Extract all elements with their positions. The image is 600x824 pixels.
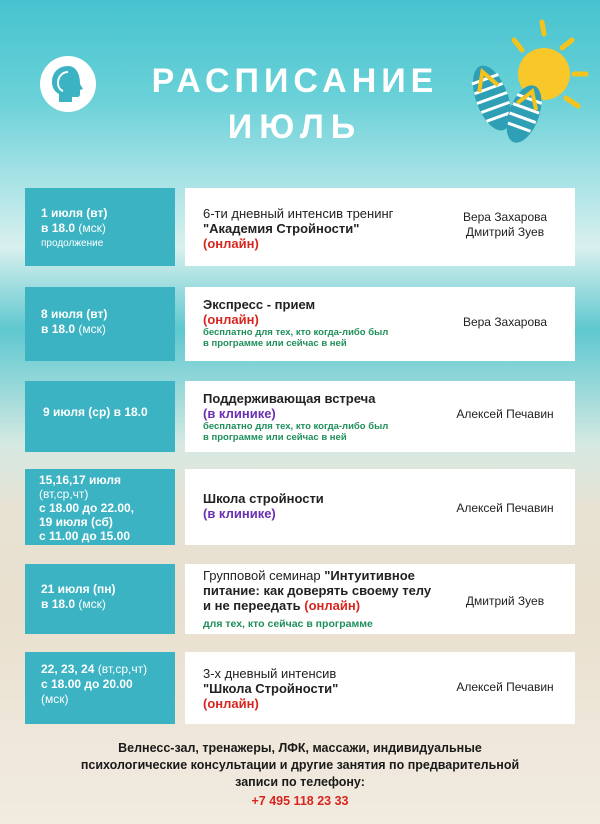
event-format: (онлайн) — [203, 696, 259, 711]
event-title: "Академия Стройности" — [203, 221, 360, 236]
time-line: в 18.0 (мск) — [41, 221, 106, 235]
event-format: (онлайн) — [203, 312, 259, 327]
page-title: РАСПИСАНИЕ — [151, 62, 439, 100]
time-line: в 18.0 (мск) — [41, 597, 106, 611]
time-line-2: с 11.00 до 15.00 — [39, 529, 131, 543]
date-line: 9 июля (ср) в 18.0 — [43, 405, 148, 419]
time-line: с 18.00 до 22.00, — [39, 501, 135, 515]
event-hosts: Алексей Печавин — [456, 680, 554, 694]
sun-flipflops-icon — [462, 18, 592, 148]
event-title: "Школа Стройности" — [203, 681, 339, 696]
event-line: и не переедать (онлайн) — [203, 598, 361, 613]
head-profile-icon — [40, 56, 96, 112]
timezone-line: (мск) — [41, 692, 69, 706]
event-line: Групповой семинар "Интуитивное — [203, 568, 415, 583]
event-line: 3-х дневный интенсив — [203, 666, 337, 681]
time-line: с 18.00 до 20.00 — [41, 677, 133, 691]
date-cell — [25, 188, 175, 266]
date-cell — [25, 287, 175, 361]
date-line-2: 19 июля (сб) — [39, 515, 113, 529]
footer-text: Велнесс-зал, тренажеры, ЛФК, массажи, индивидуальные психологические консультации и другие занятия по предварительной записи по телефону: — [80, 741, 520, 789]
page-subtitle-month: ИЮЛЬ — [227, 108, 363, 146]
event-format: (в клинике) — [203, 406, 276, 421]
event-format: (в клинике) — [203, 506, 276, 521]
date-line: 15,16,17 июля — [39, 473, 121, 487]
event-title: питание: как доверять своему телу — [203, 583, 432, 598]
date-cell — [25, 469, 175, 545]
event-hosts: Вера Захарова — [462, 315, 548, 329]
weekday-line: (вт,ср,чт) — [39, 487, 89, 501]
event-cell — [185, 469, 575, 545]
time-line: в 18.0 (мск) — [41, 322, 106, 336]
schedule-row — [25, 564, 575, 634]
schedule-row — [25, 287, 575, 361]
event-hosts: Дмитрий Зуев — [465, 594, 545, 608]
logo — [40, 56, 96, 112]
date-note: продолжение — [41, 238, 104, 249]
schedule-row — [25, 188, 575, 266]
event-cell — [185, 287, 575, 361]
event-title: Экспресс - прием — [203, 297, 316, 312]
event-cell — [185, 188, 575, 266]
date-line: 8 июля (вт) — [41, 307, 108, 321]
date-cell — [25, 652, 175, 724]
event-format: (онлайн) — [203, 236, 259, 251]
event-hosts: Алексей Печавин — [456, 501, 554, 515]
event-hosts: Вера Захарова Дмитрий Зуев — [462, 210, 548, 239]
schedule-row — [25, 469, 575, 545]
event-title: Поддерживающая встреча — [203, 391, 376, 406]
date-cell — [25, 564, 175, 634]
date-cell — [25, 381, 175, 452]
phone-number[interactable]: +7 495 118 23 33 — [251, 794, 349, 808]
event-line: 6-ти дневный интенсив тренинг — [203, 206, 394, 221]
event-hosts: Алексей Печавин — [456, 407, 554, 421]
date-line: 22, 23, 24 (вт,ср,чт) — [41, 662, 148, 676]
event-note: для тех, кто сейчас в программе — [203, 618, 373, 630]
event-cell — [185, 652, 575, 724]
event-note: бесплатно для тех, кто когда-либо был в программе или сейчас в ней — [203, 421, 389, 443]
date-line: 1 июля (вт) — [41, 206, 108, 220]
schedule-row — [25, 652, 575, 724]
date-line: 21 июля (пн) — [41, 582, 116, 596]
event-title: Школа стройности — [203, 491, 324, 506]
event-note: бесплатно для тех, кто когда-либо был в программе или сейчас в ней — [203, 327, 389, 349]
schedule-row — [25, 381, 575, 452]
event-cell — [185, 381, 575, 452]
event-cell — [185, 564, 575, 634]
